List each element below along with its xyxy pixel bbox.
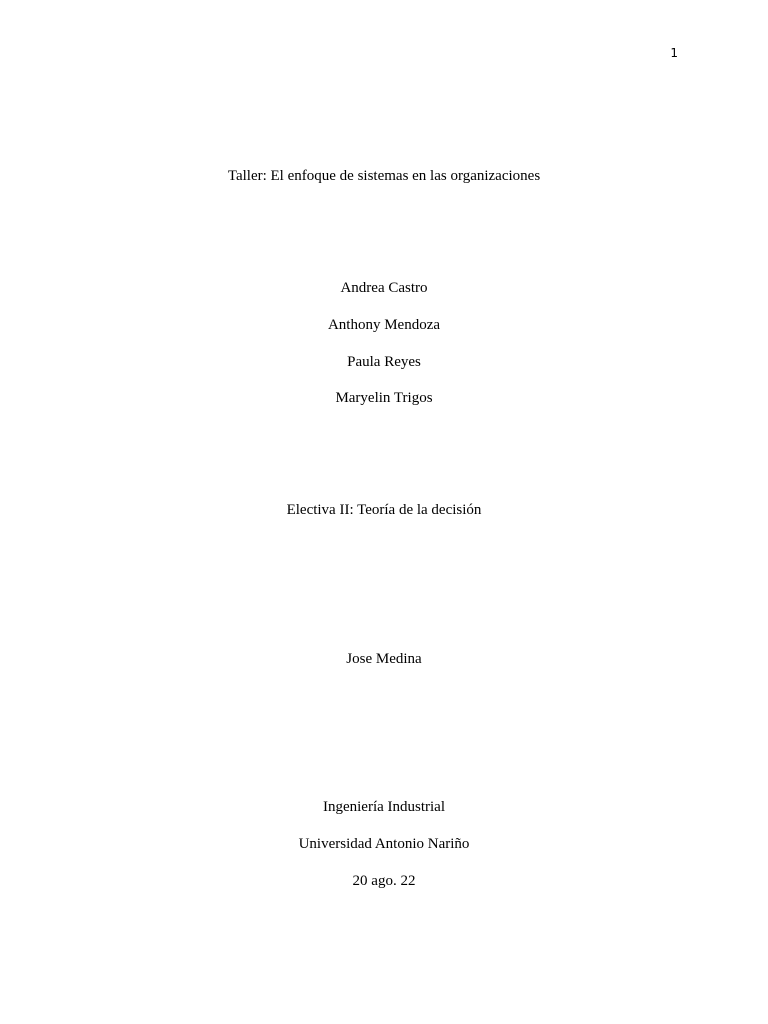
author-name: Paula Reyes bbox=[347, 354, 421, 370]
program-name: Ingeniería Industrial bbox=[322, 799, 446, 815]
document-title: Taller: El enfoque de sistemas en las organizaciones bbox=[227, 168, 541, 184]
course-name: Electiva II: Teoría de la decisión bbox=[286, 502, 482, 518]
university-name: Universidad Antonio Nariño bbox=[298, 836, 470, 852]
author-name: Anthony Mendoza bbox=[327, 317, 441, 333]
author-name: Maryelin Trigos bbox=[335, 390, 433, 406]
page-number: 1 bbox=[670, 46, 678, 60]
instructor-name: Jose Medina bbox=[346, 651, 422, 667]
document-date: 20 ago. 22 bbox=[352, 873, 416, 889]
author-name: Andrea Castro bbox=[340, 280, 428, 296]
